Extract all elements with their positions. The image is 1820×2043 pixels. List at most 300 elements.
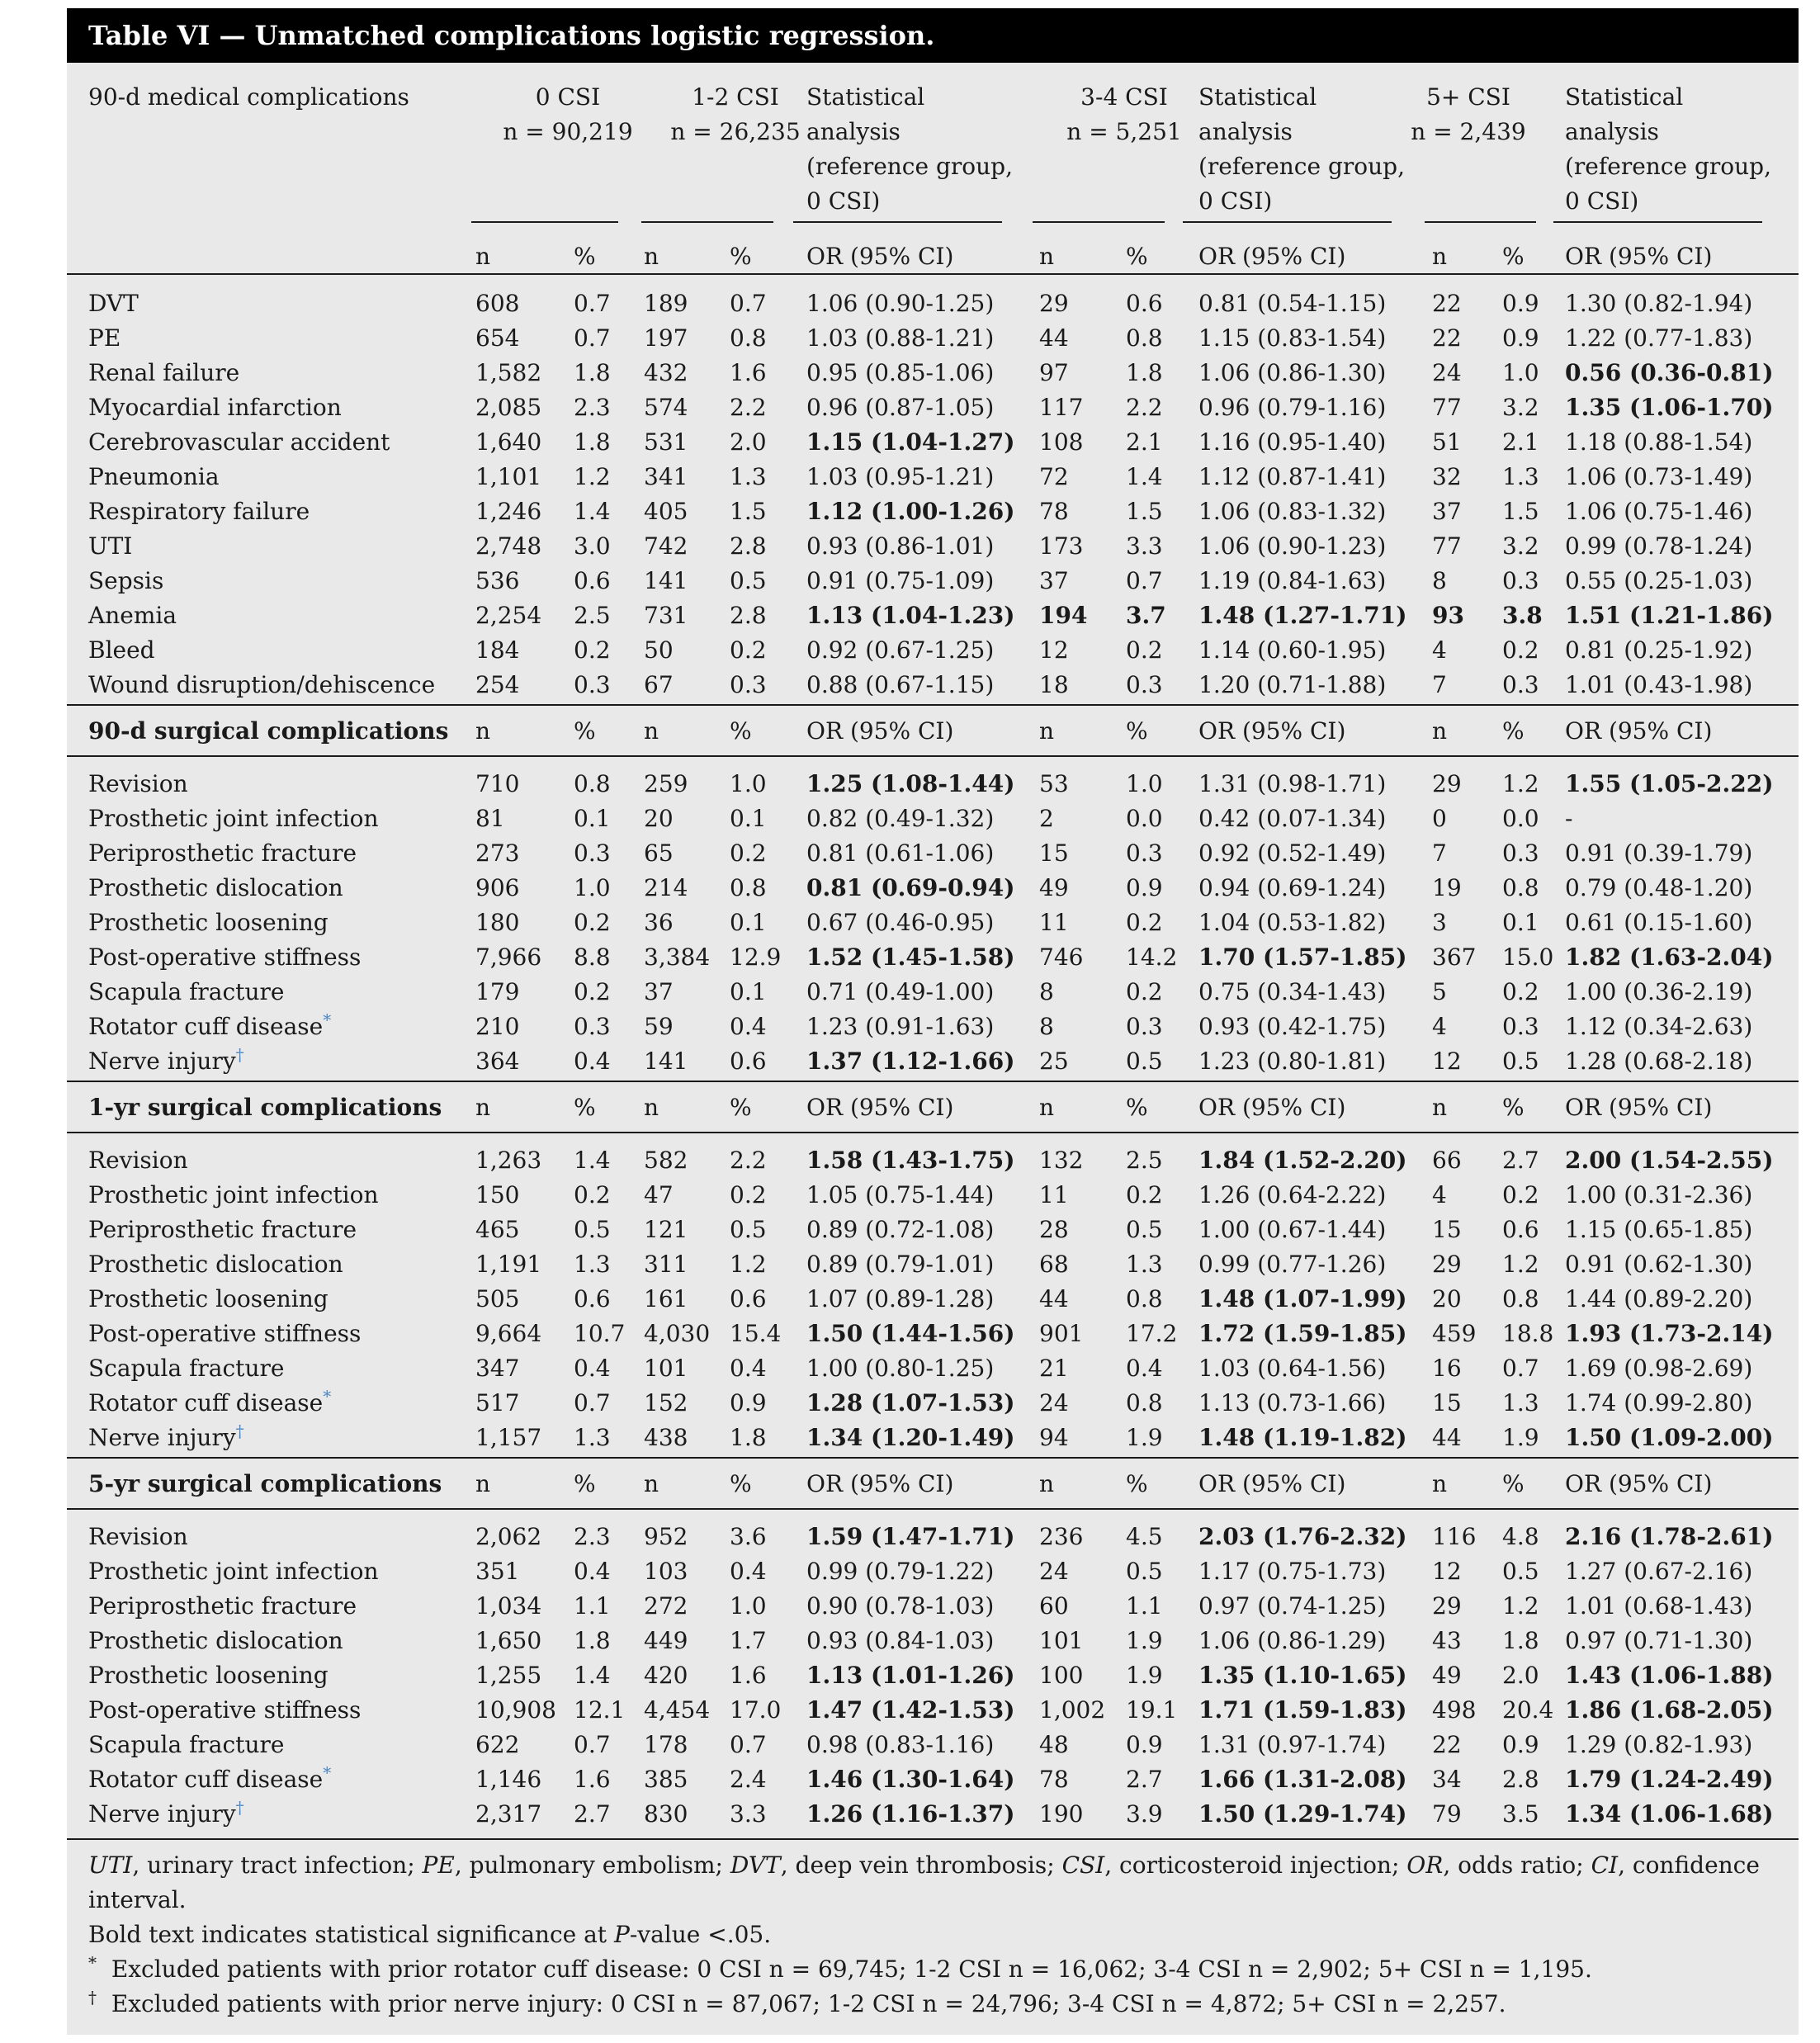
- cell-5: 68: [1039, 1251, 1069, 1278]
- group-2-n: n = 5,251: [1066, 118, 1182, 145]
- cell-6: 3.3: [1126, 532, 1163, 560]
- row-label: [88, 871, 343, 906]
- cell-0: 1,246: [475, 498, 542, 525]
- cell-4: 1.23 (0.91-1.63): [806, 1013, 995, 1040]
- cell-9: 0.8: [1502, 874, 1539, 901]
- significance-note-p: P: [613, 1921, 630, 1948]
- cell-1: 0.8: [574, 770, 611, 797]
- cell-4: 1.52 (1.45-1.58): [806, 943, 1015, 971]
- row-label-text: Rotator cuff disease: [88, 1389, 324, 1416]
- cell-0: 1,034: [475, 1592, 542, 1620]
- cell-0: 2,062: [475, 1523, 542, 1550]
- section-3-subheader-4: OR (95% CI): [806, 1470, 954, 1497]
- cell-4: 1.28 (1.07-1.53): [806, 1389, 1015, 1416]
- cell-0: 1,146: [475, 1766, 542, 1793]
- cell-3: 0.6: [730, 1048, 767, 1075]
- row-label-text: Post-operative stiffness: [88, 1320, 362, 1347]
- cell-1: 2.3: [574, 1523, 611, 1550]
- cell-10: 1.12 (0.34-2.63): [1565, 1013, 1753, 1040]
- cell-9: 3.2: [1502, 532, 1539, 560]
- cell-0: 9,664: [475, 1320, 542, 1347]
- cell-5: 15: [1039, 839, 1069, 867]
- section-1-subheader-2: n: [644, 717, 659, 745]
- cell-6: 0.3: [1126, 1013, 1163, 1040]
- group-1-n: n = 26,235: [670, 118, 801, 145]
- cell-4: 0.71 (0.49-1.00): [806, 978, 995, 1005]
- cell-5: 44: [1039, 1285, 1069, 1312]
- footnote-mark: *: [323, 1762, 332, 1783]
- cell-6: 0.8: [1126, 1285, 1163, 1312]
- row-label: [88, 1247, 343, 1282]
- cell-5: 94: [1039, 1424, 1069, 1451]
- cell-7: 1.13 (0.73-1.66): [1198, 1389, 1387, 1416]
- cell-10: 0.81 (0.25-1.92): [1565, 636, 1753, 664]
- section-1-subheader-9: %: [1502, 717, 1525, 745]
- cell-7: 1.48 (1.07-1.99): [1198, 1285, 1407, 1312]
- cell-0: 517: [475, 1389, 520, 1416]
- cell-0: 1,263: [475, 1147, 542, 1174]
- cell-1: 0.4: [574, 1558, 611, 1585]
- section-rule-bottom-1: [67, 755, 1799, 757]
- cell-1: 0.7: [574, 1731, 611, 1758]
- cell-8: 0: [1432, 805, 1447, 832]
- cell-2: 189: [644, 290, 688, 317]
- rotator-cuff-footnote: [88, 1952, 1780, 1987]
- cell-4: 0.81 (0.61-1.06): [806, 839, 995, 867]
- cell-2: 385: [644, 1766, 688, 1793]
- section-1-subheader-10: OR (95% CI): [1565, 717, 1713, 745]
- cell-2: 36: [644, 909, 674, 936]
- cell-0: 7,966: [475, 943, 542, 971]
- cell-9: 2.8: [1502, 1766, 1539, 1793]
- cell-7: 1.20 (0.71-1.88): [1198, 671, 1387, 698]
- cell-6: 1.9: [1126, 1627, 1163, 1654]
- section-2-subheader-2: n: [644, 1094, 659, 1121]
- cell-6: 0.9: [1126, 1731, 1163, 1758]
- cell-10: 0.61 (0.15-1.60): [1565, 909, 1753, 936]
- cell-3: 1.6: [730, 359, 767, 386]
- cell-8: 22: [1432, 1731, 1462, 1758]
- cell-7: 1.03 (0.64-1.56): [1198, 1355, 1387, 1382]
- section-1-subheader-6: %: [1126, 717, 1148, 745]
- row-label: [88, 1044, 244, 1079]
- cell-9: 1.2: [1502, 770, 1539, 797]
- subheader-percent-3: %: [730, 243, 752, 270]
- stat-header-2-line-3: 0 CSI): [1565, 187, 1639, 215]
- row-label-text: Nerve injury: [88, 1424, 236, 1451]
- cell-5: 2: [1039, 805, 1054, 832]
- cell-2: 37: [644, 978, 674, 1005]
- cell-7: 1.14 (0.60-1.95): [1198, 636, 1387, 664]
- cell-3: 0.4: [730, 1013, 767, 1040]
- cell-3: 0.8: [730, 324, 767, 352]
- cell-9: 1.3: [1502, 1389, 1539, 1416]
- row-label-text: Bleed: [88, 636, 155, 664]
- stat-header-2-line-0: Statistical: [1565, 83, 1684, 111]
- cell-2: 67: [644, 671, 674, 698]
- cell-6: 0.2: [1126, 636, 1163, 664]
- cell-10: 1.93 (1.73-2.14): [1565, 1320, 1774, 1347]
- cell-1: 0.7: [574, 1389, 611, 1416]
- cell-2: 311: [644, 1251, 688, 1278]
- cell-1: 0.2: [574, 1181, 611, 1208]
- cell-6: 1.9: [1126, 1424, 1163, 1451]
- cell-3: 2.0: [730, 428, 767, 456]
- cell-2: 50: [644, 636, 674, 664]
- cell-3: 0.2: [730, 636, 767, 664]
- cell-6: 0.3: [1126, 671, 1163, 698]
- cell-3: 2.4: [730, 1766, 767, 1793]
- cell-8: 5: [1432, 978, 1447, 1005]
- group-0-n: n = 90,219: [503, 118, 633, 145]
- cell-2: 214: [644, 874, 688, 901]
- stat-header-1-line-2: (reference group,: [1198, 153, 1405, 180]
- cell-7: 0.42 (0.07-1.34): [1198, 805, 1387, 832]
- cell-8: 66: [1432, 1147, 1462, 1174]
- cell-8: 79: [1432, 1800, 1462, 1828]
- cell-1: 2.5: [574, 602, 611, 629]
- abbrev-definition: , pulmonary embolism;: [454, 1851, 730, 1879]
- cell-2: 952: [644, 1523, 688, 1550]
- row-label-text: Nerve injury: [88, 1800, 236, 1828]
- section-2-subheader-1: %: [574, 1094, 596, 1121]
- cell-7: 1.26 (0.64-2.22): [1198, 1181, 1387, 1208]
- cell-3: 1.0: [730, 1592, 767, 1620]
- cell-4: 1.00 (0.80-1.25): [806, 1355, 995, 1382]
- cell-10: 1.27 (0.67-2.16): [1565, 1558, 1753, 1585]
- cell-4: 1.13 (1.01-1.26): [806, 1662, 1015, 1689]
- cell-8: 367: [1432, 943, 1477, 971]
- cell-0: 1,582: [475, 359, 542, 386]
- cell-8: 29: [1432, 1592, 1462, 1620]
- row-label-text: Rotator cuff disease: [88, 1013, 324, 1040]
- cell-9: 3.8: [1502, 602, 1543, 629]
- cell-9: 3.2: [1502, 394, 1539, 421]
- cell-6: 2.1: [1126, 428, 1163, 456]
- cell-3: 2.2: [730, 1147, 767, 1174]
- cell-7: 1.48 (1.19-1.82): [1198, 1424, 1407, 1451]
- cell-4: 0.93 (0.84-1.03): [806, 1627, 995, 1654]
- cell-4: 1.34 (1.20-1.49): [806, 1424, 1015, 1451]
- cell-9: 0.5: [1502, 1048, 1539, 1075]
- cell-4: 0.96 (0.87-1.05): [806, 394, 995, 421]
- row-label: [88, 1143, 188, 1178]
- section-1-subheader-0: n: [475, 717, 491, 745]
- cell-7: 1.50 (1.29-1.74): [1198, 1800, 1407, 1828]
- cell-0: 2,748: [475, 532, 542, 560]
- cell-4: 0.95 (0.85-1.06): [806, 359, 995, 386]
- cell-0: 2,254: [475, 602, 542, 629]
- cell-5: 72: [1039, 463, 1069, 490]
- cell-6: 14.2: [1126, 943, 1178, 971]
- row-label: [88, 940, 361, 975]
- cell-10: 2.16 (1.78-2.61): [1565, 1523, 1774, 1550]
- section-rule-top-2: [67, 1081, 1799, 1082]
- section-1-subheader-4: OR (95% CI): [806, 717, 954, 745]
- cell-2: 152: [644, 1389, 688, 1416]
- row-label: [88, 460, 220, 494]
- cell-1: 1.1: [574, 1592, 611, 1620]
- cell-2: 582: [644, 1147, 688, 1174]
- row-label: [88, 1386, 331, 1421]
- cell-3: 1.2: [730, 1251, 767, 1278]
- cell-9: 4.8: [1502, 1523, 1539, 1550]
- cell-8: 4: [1432, 636, 1447, 664]
- cell-6: 2.5: [1126, 1147, 1163, 1174]
- cell-9: 0.6: [1502, 1216, 1539, 1243]
- row-label: [88, 598, 177, 633]
- section-1-subheader-5: n: [1039, 717, 1055, 745]
- cell-4: 1.25 (1.08-1.44): [806, 770, 1015, 797]
- cell-10: 1.51 (1.21-1.86): [1565, 602, 1774, 629]
- cell-0: 1,101: [475, 463, 542, 490]
- cell-10: 1.00 (0.36-2.19): [1565, 978, 1753, 1005]
- cell-0: 710: [475, 770, 520, 797]
- row-label: [88, 356, 239, 390]
- cell-4: 1.59 (1.47-1.71): [806, 1523, 1015, 1550]
- cell-1: 0.2: [574, 636, 611, 664]
- section-3-subheader-6: %: [1126, 1470, 1148, 1497]
- cell-10: 0.91 (0.62-1.30): [1565, 1251, 1753, 1278]
- cell-4: 0.88 (0.67-1.15): [806, 671, 995, 698]
- cell-4: 1.26 (1.16-1.37): [806, 1800, 1015, 1828]
- cell-7: 1.23 (0.80-1.81): [1198, 1048, 1387, 1075]
- cell-5: 21: [1039, 1355, 1069, 1382]
- cell-6: 0.5: [1126, 1558, 1163, 1585]
- footnote-mark: †: [235, 1044, 244, 1065]
- row-label: [88, 1624, 343, 1658]
- cell-2: 420: [644, 1662, 688, 1689]
- cell-3: 0.2: [730, 839, 767, 867]
- cell-10: 2.00 (1.54-2.55): [1565, 1147, 1774, 1174]
- abbrev-definition: , urinary tract infection;: [132, 1851, 423, 1879]
- row-label-text: Prosthetic joint infection: [88, 1181, 379, 1208]
- cell-10: 1.50 (1.09-2.00): [1565, 1424, 1774, 1451]
- row-label-text: Periprosthetic fracture: [88, 839, 357, 867]
- cell-5: 194: [1039, 602, 1088, 629]
- cell-8: 12: [1432, 1048, 1462, 1075]
- section-3-subheader-3: %: [730, 1470, 752, 1497]
- table-title: Table VI — Unmatched complications logistic regression.: [67, 8, 1799, 63]
- row-label-text: Scapula fracture: [88, 1355, 285, 1382]
- cell-9: 1.5: [1502, 498, 1539, 525]
- row-label: [88, 494, 310, 529]
- section-3-subheader-7: OR (95% CI): [1198, 1470, 1346, 1497]
- cell-8: 37: [1432, 498, 1462, 525]
- section-heading-3: 5-yr surgical complications: [88, 1470, 442, 1497]
- cell-9: 0.0: [1502, 805, 1539, 832]
- cell-8: 93: [1432, 602, 1464, 629]
- cell-1: 8.8: [574, 943, 611, 971]
- cell-2: 197: [644, 324, 688, 352]
- cell-0: 254: [475, 671, 520, 698]
- underline-34csi: [1033, 221, 1165, 223]
- row-label-text: Revision: [88, 1147, 188, 1174]
- cell-9: 0.9: [1502, 290, 1539, 317]
- cell-8: 4: [1432, 1013, 1447, 1040]
- cell-3: 0.5: [730, 567, 767, 594]
- cell-7: 1.06 (0.86-1.30): [1198, 359, 1387, 386]
- cell-5: 60: [1039, 1592, 1069, 1620]
- stat-header-1-line-0: Statistical: [1198, 83, 1317, 111]
- cell-9: 3.5: [1502, 1800, 1539, 1828]
- abbrev-term: PE: [422, 1851, 455, 1879]
- cell-5: 78: [1039, 498, 1069, 525]
- cell-1: 10.7: [574, 1320, 626, 1347]
- cell-9: 1.2: [1502, 1592, 1539, 1620]
- cell-0: 1,157: [475, 1424, 542, 1451]
- section-2-subheader-3: %: [730, 1094, 752, 1121]
- cell-9: 15.0: [1502, 943, 1554, 971]
- cell-1: 0.3: [574, 1013, 611, 1040]
- stat-header-0-line-1: analysis: [806, 118, 901, 145]
- cell-9: 1.0: [1502, 359, 1539, 386]
- cell-6: 3.9: [1126, 1800, 1163, 1828]
- cell-7: 0.96 (0.79-1.16): [1198, 394, 1387, 421]
- footnote-mark: *: [323, 1386, 332, 1407]
- cell-6: 0.7: [1126, 567, 1163, 594]
- cell-10: 0.97 (0.71-1.30): [1565, 1627, 1753, 1654]
- cell-6: 0.3: [1126, 839, 1163, 867]
- abbrev-definition: , confidence interval.: [88, 1851, 1760, 1913]
- cell-3: 0.7: [730, 1731, 767, 1758]
- cell-9: 1.8: [1502, 1627, 1539, 1654]
- row-label: [88, 1658, 329, 1693]
- cell-0: 184: [475, 636, 520, 664]
- cell-0: 1,191: [475, 1251, 542, 1278]
- cell-6: 3.7: [1126, 602, 1166, 629]
- section-1-subheader-3: %: [730, 717, 752, 745]
- cell-3: 0.1: [730, 909, 767, 936]
- cell-9: 1.3: [1502, 463, 1539, 490]
- row-label-text: Post-operative stiffness: [88, 943, 362, 971]
- cell-1: 2.3: [574, 394, 611, 421]
- cell-10: 1.79 (1.24-2.49): [1565, 1766, 1774, 1793]
- cell-2: 141: [644, 1048, 688, 1075]
- cell-6: 0.2: [1126, 978, 1163, 1005]
- cell-10: 1.86 (1.68-2.05): [1565, 1696, 1774, 1724]
- cell-3: 1.6: [730, 1662, 767, 1689]
- cell-1: 1.4: [574, 498, 611, 525]
- cell-1: 0.3: [574, 839, 611, 867]
- cell-3: 12.9: [730, 943, 782, 971]
- cell-8: 7: [1432, 839, 1447, 867]
- cell-5: 37: [1039, 567, 1069, 594]
- section-2-subheader-6: %: [1126, 1094, 1148, 1121]
- cell-1: 1.8: [574, 359, 611, 386]
- group-3-name: 5+ CSI: [1426, 83, 1510, 111]
- cell-6: 2.2: [1126, 394, 1163, 421]
- section-rule-top-1: [67, 704, 1799, 706]
- cell-10: 1.34 (1.06-1.68): [1565, 1800, 1774, 1828]
- row-label-text: Myocardial infarction: [88, 394, 342, 421]
- stat-header-2-line-2: (reference group,: [1565, 153, 1771, 180]
- cell-9: 0.8: [1502, 1285, 1539, 1312]
- row-label-text: Post-operative stiffness: [88, 1696, 362, 1724]
- cell-7: 1.15 (0.83-1.54): [1198, 324, 1387, 352]
- section-rule-bottom-3: [67, 1508, 1799, 1510]
- row-label-text: UTI: [88, 532, 133, 560]
- cell-7: 1.31 (0.97-1.74): [1198, 1731, 1387, 1758]
- cell-10: 1.69 (0.98-2.69): [1565, 1355, 1753, 1382]
- cell-4: 0.89 (0.72-1.08): [806, 1216, 995, 1243]
- section-3-subheader-10: OR (95% CI): [1565, 1470, 1713, 1497]
- row-label-text: Renal failure: [88, 359, 240, 386]
- rotator-cuff-footnote-text: Excluded patients with prior rotator cuff disease: 0 CSI n = 69,745; 1-2 CSI n = 16,062; 3-4 CSI n = 2,902; 5+ CSI n = 1,195.: [111, 1956, 1592, 1983]
- row-label: [88, 529, 132, 564]
- cell-6: 1.0: [1126, 770, 1163, 797]
- cell-10: 1.06 (0.73-1.49): [1565, 463, 1753, 490]
- cell-6: 1.5: [1126, 498, 1163, 525]
- cell-8: 116: [1432, 1523, 1477, 1550]
- row-label-text: Periprosthetic fracture: [88, 1592, 357, 1620]
- cell-7: 1.12 (0.87-1.41): [1198, 463, 1387, 490]
- cell-2: 731: [644, 602, 688, 629]
- section-rule-top-3: [67, 1457, 1799, 1459]
- row-label-text: Periprosthetic fracture: [88, 1216, 357, 1243]
- cell-2: 59: [644, 1013, 674, 1040]
- cell-4: 0.93 (0.86-1.01): [806, 532, 995, 560]
- row-label-text: Anemia: [88, 602, 177, 629]
- cell-0: 1,650: [475, 1627, 542, 1654]
- cell-3: 3.3: [730, 1800, 767, 1828]
- cell-10: 1.43 (1.06-1.88): [1565, 1662, 1774, 1689]
- cell-2: 742: [644, 532, 688, 560]
- cell-0: 273: [475, 839, 520, 867]
- cell-10: -: [1565, 805, 1573, 832]
- cell-8: 22: [1432, 290, 1462, 317]
- cell-0: 347: [475, 1355, 520, 1382]
- cell-8: 43: [1432, 1627, 1462, 1654]
- cell-5: 8: [1039, 978, 1054, 1005]
- cell-1: 1.2: [574, 463, 611, 490]
- cell-2: 161: [644, 1285, 688, 1312]
- cell-4: 0.92 (0.67-1.25): [806, 636, 995, 664]
- stat-header-0-line-0: Statistical: [806, 83, 925, 111]
- cell-5: 100: [1039, 1662, 1084, 1689]
- cell-1: 0.6: [574, 1285, 611, 1312]
- table-panel: [67, 8, 1799, 2035]
- row-label-text: Prosthetic loosening: [88, 1285, 329, 1312]
- cell-8: 29: [1432, 1251, 1462, 1278]
- abbrev-term: DVT: [730, 1851, 781, 1879]
- cell-2: 432: [644, 359, 688, 386]
- cell-2: 830: [644, 1800, 688, 1828]
- cell-8: 34: [1432, 1766, 1462, 1793]
- cell-3: 2.2: [730, 394, 767, 421]
- section-2-subheader-8: n: [1432, 1094, 1448, 1121]
- cell-4: 0.82 (0.49-1.32): [806, 805, 995, 832]
- row-label: [88, 633, 155, 668]
- abbrev-term: UTI: [88, 1851, 133, 1879]
- cell-4: 0.99 (0.79-1.22): [806, 1558, 995, 1585]
- section-3-subheader-1: %: [574, 1470, 596, 1497]
- row-label-text: DVT: [88, 290, 139, 317]
- cell-1: 1.3: [574, 1424, 611, 1451]
- footnote-mark: †: [235, 1421, 244, 1441]
- cell-3: 1.7: [730, 1627, 767, 1654]
- row-label: [88, 1282, 329, 1317]
- cell-6: 0.2: [1126, 909, 1163, 936]
- cell-2: 101: [644, 1355, 688, 1382]
- underline-stat1: [793, 221, 1002, 223]
- row-label-text: Pneumonia: [88, 463, 220, 490]
- cell-7: 1.31 (0.98-1.71): [1198, 770, 1387, 797]
- cell-1: 0.1: [574, 805, 611, 832]
- cell-9: 0.9: [1502, 1731, 1539, 1758]
- abbrev-term: CSI: [1061, 1851, 1105, 1879]
- row-label: [88, 321, 121, 356]
